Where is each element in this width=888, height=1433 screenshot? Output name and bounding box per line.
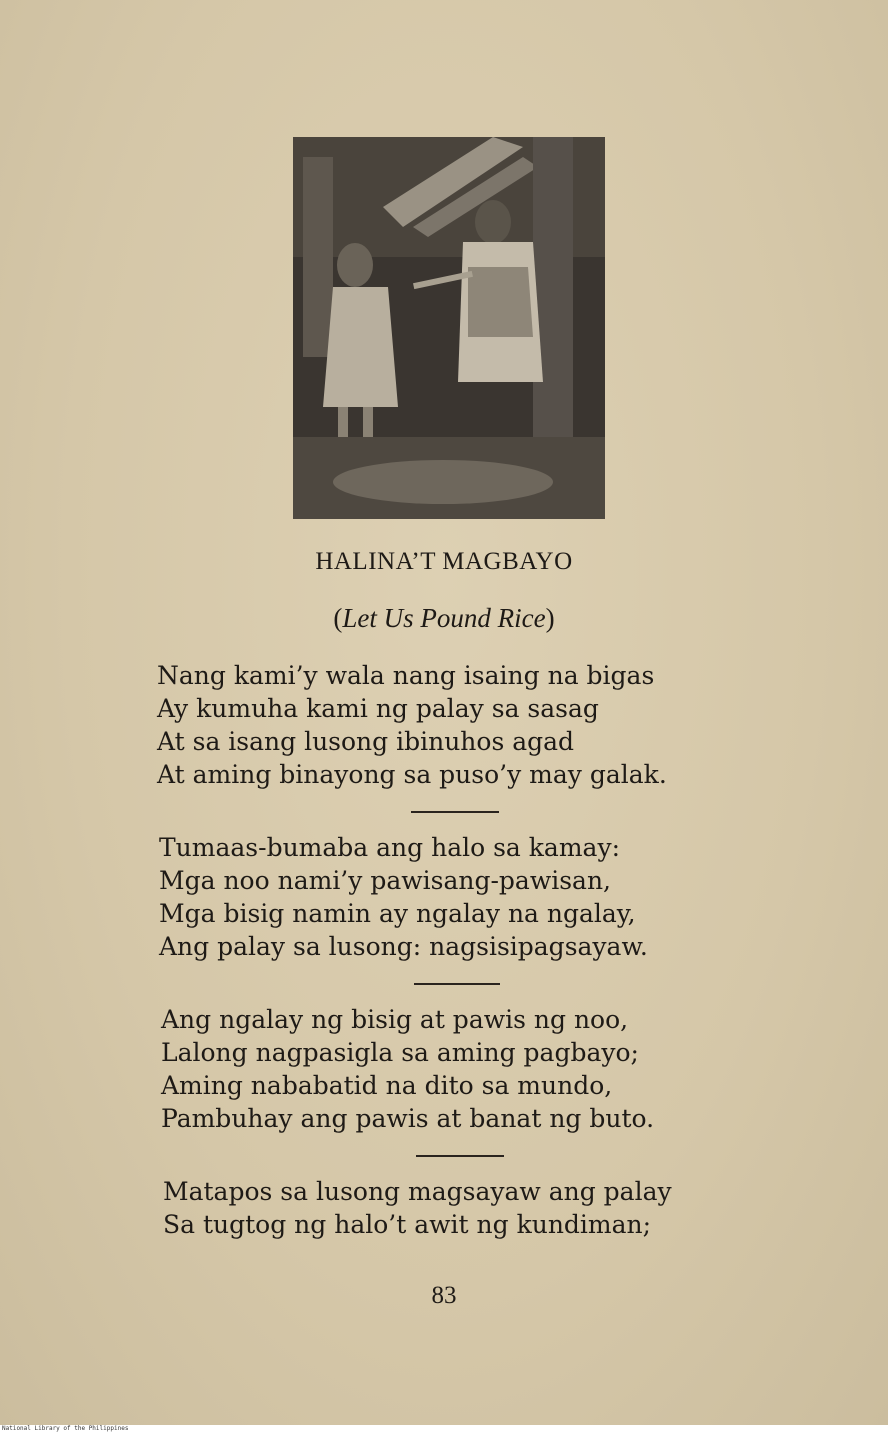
stanza-divider bbox=[414, 983, 500, 985]
poem-subtitle bbox=[0, 603, 888, 634]
subtitle-open-paren: ( bbox=[333, 603, 343, 633]
stanza-4 bbox=[163, 1175, 672, 1241]
poem-line: At sa isang lusong ibinuhos agad bbox=[157, 727, 575, 756]
poem-line: Mga bisig namin ay ngalay na ngalay, bbox=[159, 899, 636, 928]
stanza-2 bbox=[159, 831, 648, 963]
poem-line: Pambuhay ang pawis at banat ng buto. bbox=[161, 1104, 655, 1133]
poem-title: HALINA’T MAGBAYO bbox=[315, 548, 573, 575]
poem-line: Matapos sa lusong magsayaw ang palay bbox=[163, 1177, 672, 1206]
photo-graphic bbox=[293, 137, 605, 519]
poem-line: Nang kami’y wala nang isaing na bigas bbox=[157, 661, 655, 690]
stanza-divider bbox=[411, 811, 499, 813]
poem-line: Ang ngalay ng bisig at pawis ng noo, bbox=[161, 1005, 629, 1034]
poem-line: At aming binayong sa puso’y may galak. bbox=[157, 760, 667, 789]
stanza-1 bbox=[157, 659, 667, 791]
poem-line: Mga noo nami’y pawisang-pawisan, bbox=[159, 866, 612, 895]
poem-line: Lalong nagpasigla sa aming pagbayo; bbox=[161, 1038, 639, 1067]
poem-line: Ang palay sa lusong: nagsisipagsayaw. bbox=[159, 932, 648, 961]
subtitle-translation: Let Us Pound Rice bbox=[342, 603, 546, 633]
poem-line: Tumaas-bumaba ang halo sa kamay: bbox=[159, 833, 620, 862]
illustration-photo bbox=[293, 137, 605, 519]
poem-line: Aming nababatid na dito sa mundo, bbox=[161, 1071, 613, 1100]
stanza-divider bbox=[416, 1155, 504, 1157]
stanza-3 bbox=[161, 1003, 654, 1135]
poem-line: Ay kumuha kami ng palay sa sasag bbox=[157, 694, 599, 723]
footer-credit: National Library of the Philippines bbox=[0, 1425, 888, 1433]
subtitle-close-paren: ) bbox=[545, 603, 555, 633]
poem-line: Sa tugtog ng halo’t awit ng kundiman; bbox=[163, 1210, 652, 1239]
page-number: 83 bbox=[431, 1282, 457, 1309]
